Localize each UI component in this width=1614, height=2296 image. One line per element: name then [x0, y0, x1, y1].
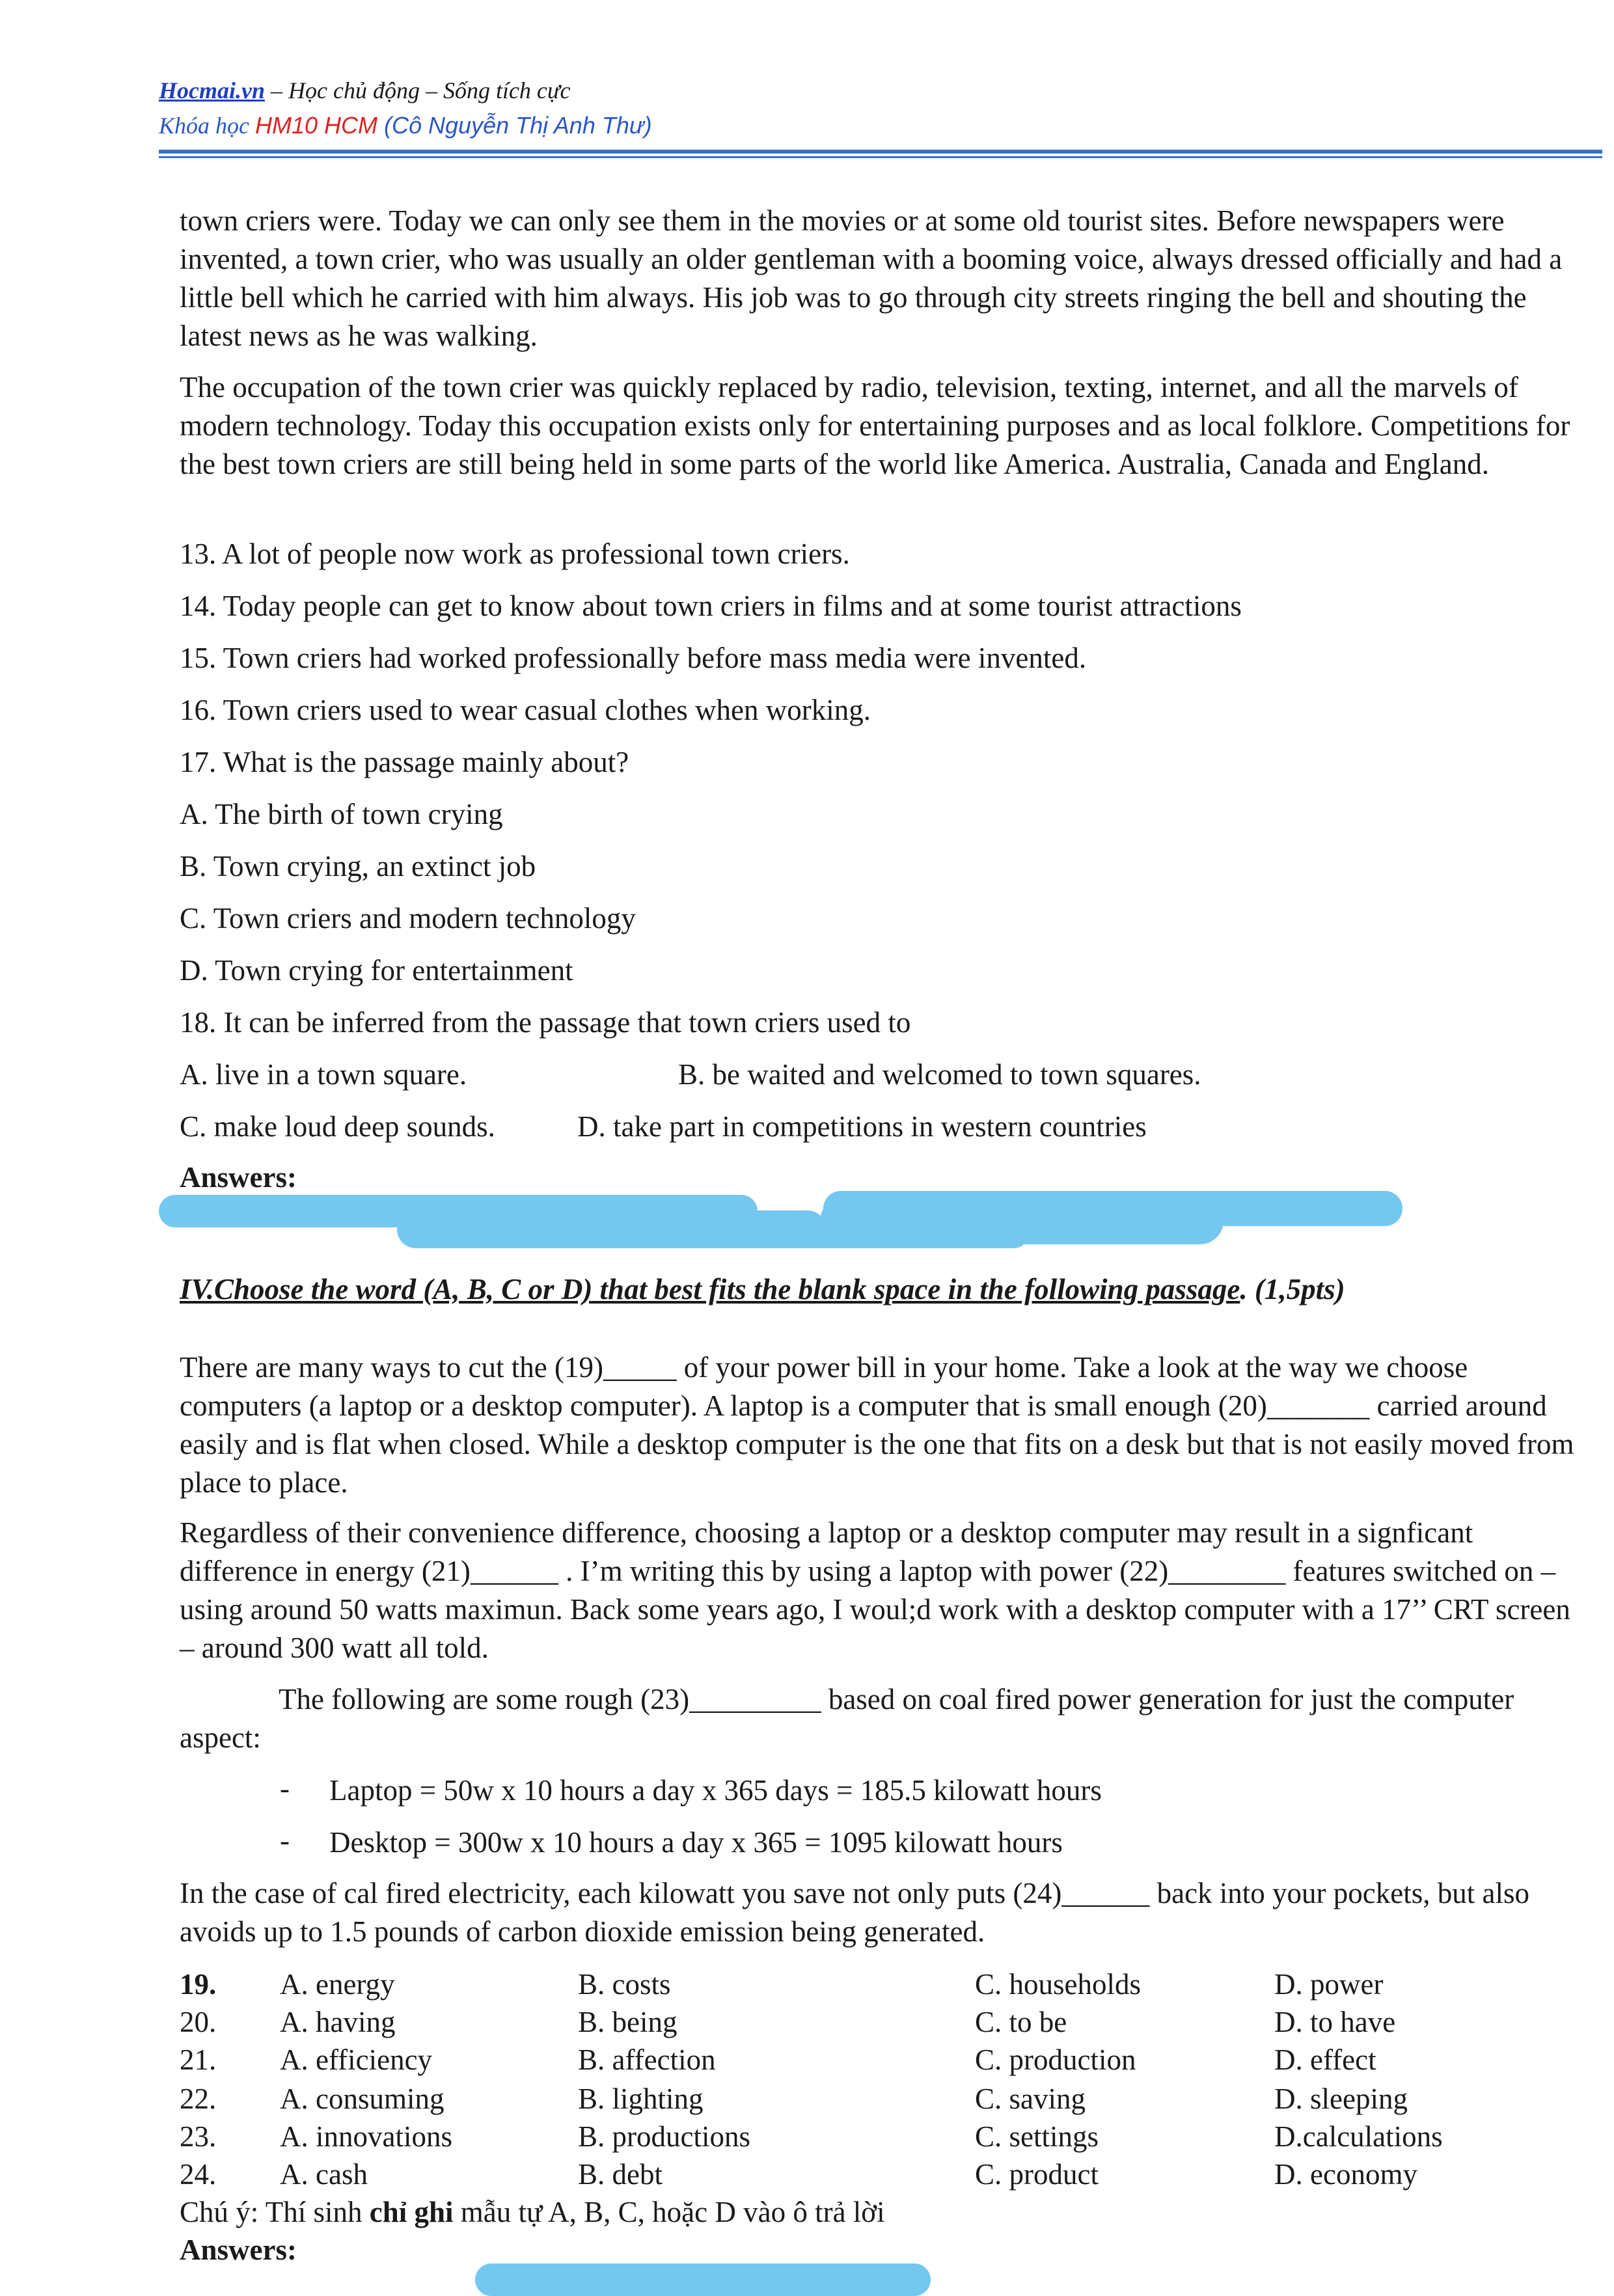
- option-b: B. productions: [578, 2120, 750, 2153]
- question-18: 18. It can be inferred from the passage that town criers used to: [180, 1006, 911, 1039]
- option-b: B. debt: [578, 2158, 663, 2191]
- note-text-bold: chỉ ghi: [369, 2196, 454, 2228]
- option-b: B. affection: [578, 2043, 716, 2076]
- question-17-option-d: D. Town crying for entertainment: [180, 954, 573, 987]
- option-d: D.calculations: [1274, 2120, 1443, 2153]
- option-b: B. being: [578, 2006, 677, 2038]
- question-17-option-a: A. The birth of town crying: [180, 798, 503, 830]
- bullet-desktop: Desktop = 300w x 10 hours a day x 365 = 1095 kilowatt hours: [329, 1826, 1063, 1859]
- bullet-laptop: Laptop = 50w x 10 hours a day x 365 days = 185.5 kilowatt hours: [329, 1774, 1102, 1807]
- option-b: B. costs: [578, 1968, 671, 2001]
- option-a: A. cash: [280, 2158, 368, 2191]
- option-c: C. production: [975, 2043, 1136, 2076]
- option-number: 19.: [180, 1968, 217, 2001]
- header-line-1: [159, 77, 571, 104]
- question-14: 14. Today people can get to know about town criers in films and at some tourist attractions: [180, 590, 1242, 622]
- question-18-option-a: A. live in a town square.: [180, 1058, 467, 1091]
- question-15: 15. Town criers had worked professionally before mass media were invented.: [180, 642, 1087, 674]
- option-number: 23.: [180, 2120, 217, 2153]
- option-c: C. settings: [975, 2120, 1099, 2153]
- option-number: 24.: [180, 2158, 217, 2191]
- teacher-name: (Cô Nguyễn Thị Anh Thư): [377, 112, 652, 139]
- question-17-option-b: B. Town crying, an extinct job: [180, 850, 536, 882]
- redaction-mark: [475, 2263, 931, 2296]
- option-d: D. sleeping: [1274, 2083, 1408, 2115]
- option-c: C. to be: [975, 2006, 1067, 2038]
- option-d: D. economy: [1274, 2158, 1417, 2191]
- site-link[interactable]: Hocmai.vn: [159, 77, 265, 103]
- question-17: 17. What is the passage mainly about?: [180, 746, 629, 778]
- option-number: 21.: [180, 2043, 217, 2076]
- section-4-title-points: . (1,5pts): [1240, 1273, 1345, 1305]
- option-d: D. effect: [1274, 2043, 1376, 2076]
- course-code: HM10 HCM: [255, 112, 378, 139]
- note-text-a: Chú ý: Thí sinh: [180, 2196, 370, 2228]
- answers-label-1: Answers:: [180, 1161, 297, 1194]
- option-c: C. households: [975, 1968, 1142, 2001]
- option-a: A. innovations: [280, 2120, 452, 2153]
- question-13: 13. A lot of people now work as professional town criers.: [180, 538, 850, 570]
- header-divider-thick: [159, 150, 1602, 154]
- option-a: A. having: [280, 2006, 396, 2038]
- bullet-dash: -: [280, 1772, 290, 1805]
- bullet-dash: -: [280, 1824, 290, 1857]
- cloze-paragraph-2: Regardless of their convenience difference, choosing a laptop or a desktop computer may result in a signficant difference in energy (21)______ . I’m writing this by using a laptop with power (22)________ features switched on – using around 50 watts maximun. Back some years ago, I woul;d work with a desktop computer with a 17’’ CRT screen – around 300 watt all told.: [180, 1516, 1570, 1664]
- option-number: 22.: [180, 2083, 217, 2115]
- course-prefix: Khóa học: [159, 113, 255, 139]
- cloze-paragraph-4: In the case of cal fired electricity, each kilowatt you save not only puts (24)______ back into your pockets, but also avoids up to 1.5 pounds of carbon dioxide emission being generated.: [180, 1877, 1529, 1948]
- section-4-title: [180, 1272, 1345, 1306]
- option-c: C. product: [975, 2158, 1099, 2191]
- section-4-title-main: IV.Choose the word (A, B, C or D) that best fits the blank space in the following passage: [180, 1273, 1240, 1305]
- note-line: [180, 2193, 885, 2232]
- question-18-option-d: D. take part in competitions in western countries: [577, 1110, 1147, 1143]
- option-d: D. to have: [1274, 2006, 1396, 2038]
- passage-paragraph-1: town criers were. Today we can only see them in the movies or at some old tourist sites. Before newspapers were invented, a town crier, who was usually an older gentleman with a booming voice, always dressed officially and had a little bell which he carried with him always. His job was to go through city streets ringing the bell and shouting the latest news as he was walking.: [180, 204, 1563, 352]
- option-c: C. saving: [975, 2083, 1086, 2115]
- question-18-option-b: B. be waited and welcomed to town squares.: [678, 1058, 1201, 1091]
- cloze-paragraph-3: The following are some rough (23)_________ based on coal fired power generation for just the computer aspect:: [180, 1683, 1514, 1754]
- header-divider-thin: [159, 156, 1602, 158]
- question-17-option-c: C. Town criers and modern technology: [180, 902, 636, 935]
- option-a: A. efficiency: [280, 2043, 433, 2076]
- answers-label-2: Answers:: [180, 2234, 297, 2266]
- passage-paragraph-2: The occupation of the town crier was quickly replaced by radio, television, texting, internet, and all the marvels of modern technology. Today this occupation exists only for entertaining purposes and as local folklore. Competitions for the best town criers are still being held in some parts of the world like America. Australia, Canada and England.: [180, 371, 1570, 480]
- question-18-option-c: C. make loud deep sounds.: [180, 1110, 495, 1143]
- redaction-mark: [820, 1197, 1224, 1244]
- option-d: D. power: [1274, 1968, 1384, 2001]
- question-16: 16. Town criers used to wear casual clothes when working.: [180, 694, 871, 726]
- cloze-paragraph-1: There are many ways to cut the (19)_____ of your power bill in your home. Take a look at the way we choose computers (a laptop or a desktop computer). A laptop is a computer that is small enough (20)_______ carried around easily and is flat when closed. While a desktop computer is the one that fits on a desk but that is not easily moved from place to place.: [180, 1351, 1574, 1499]
- slogan: – Học chủ động – Sống tích cực: [264, 77, 571, 103]
- option-number: 20.: [180, 2006, 217, 2038]
- header-line-2: [159, 112, 652, 139]
- option-b: B. lighting: [578, 2083, 704, 2115]
- note-text-b: mẫu tự A, B, C, hoặc D vào ô trả lời: [453, 2196, 885, 2228]
- option-a: A. energy: [280, 1968, 395, 2001]
- option-a: A. consuming: [280, 2083, 445, 2115]
